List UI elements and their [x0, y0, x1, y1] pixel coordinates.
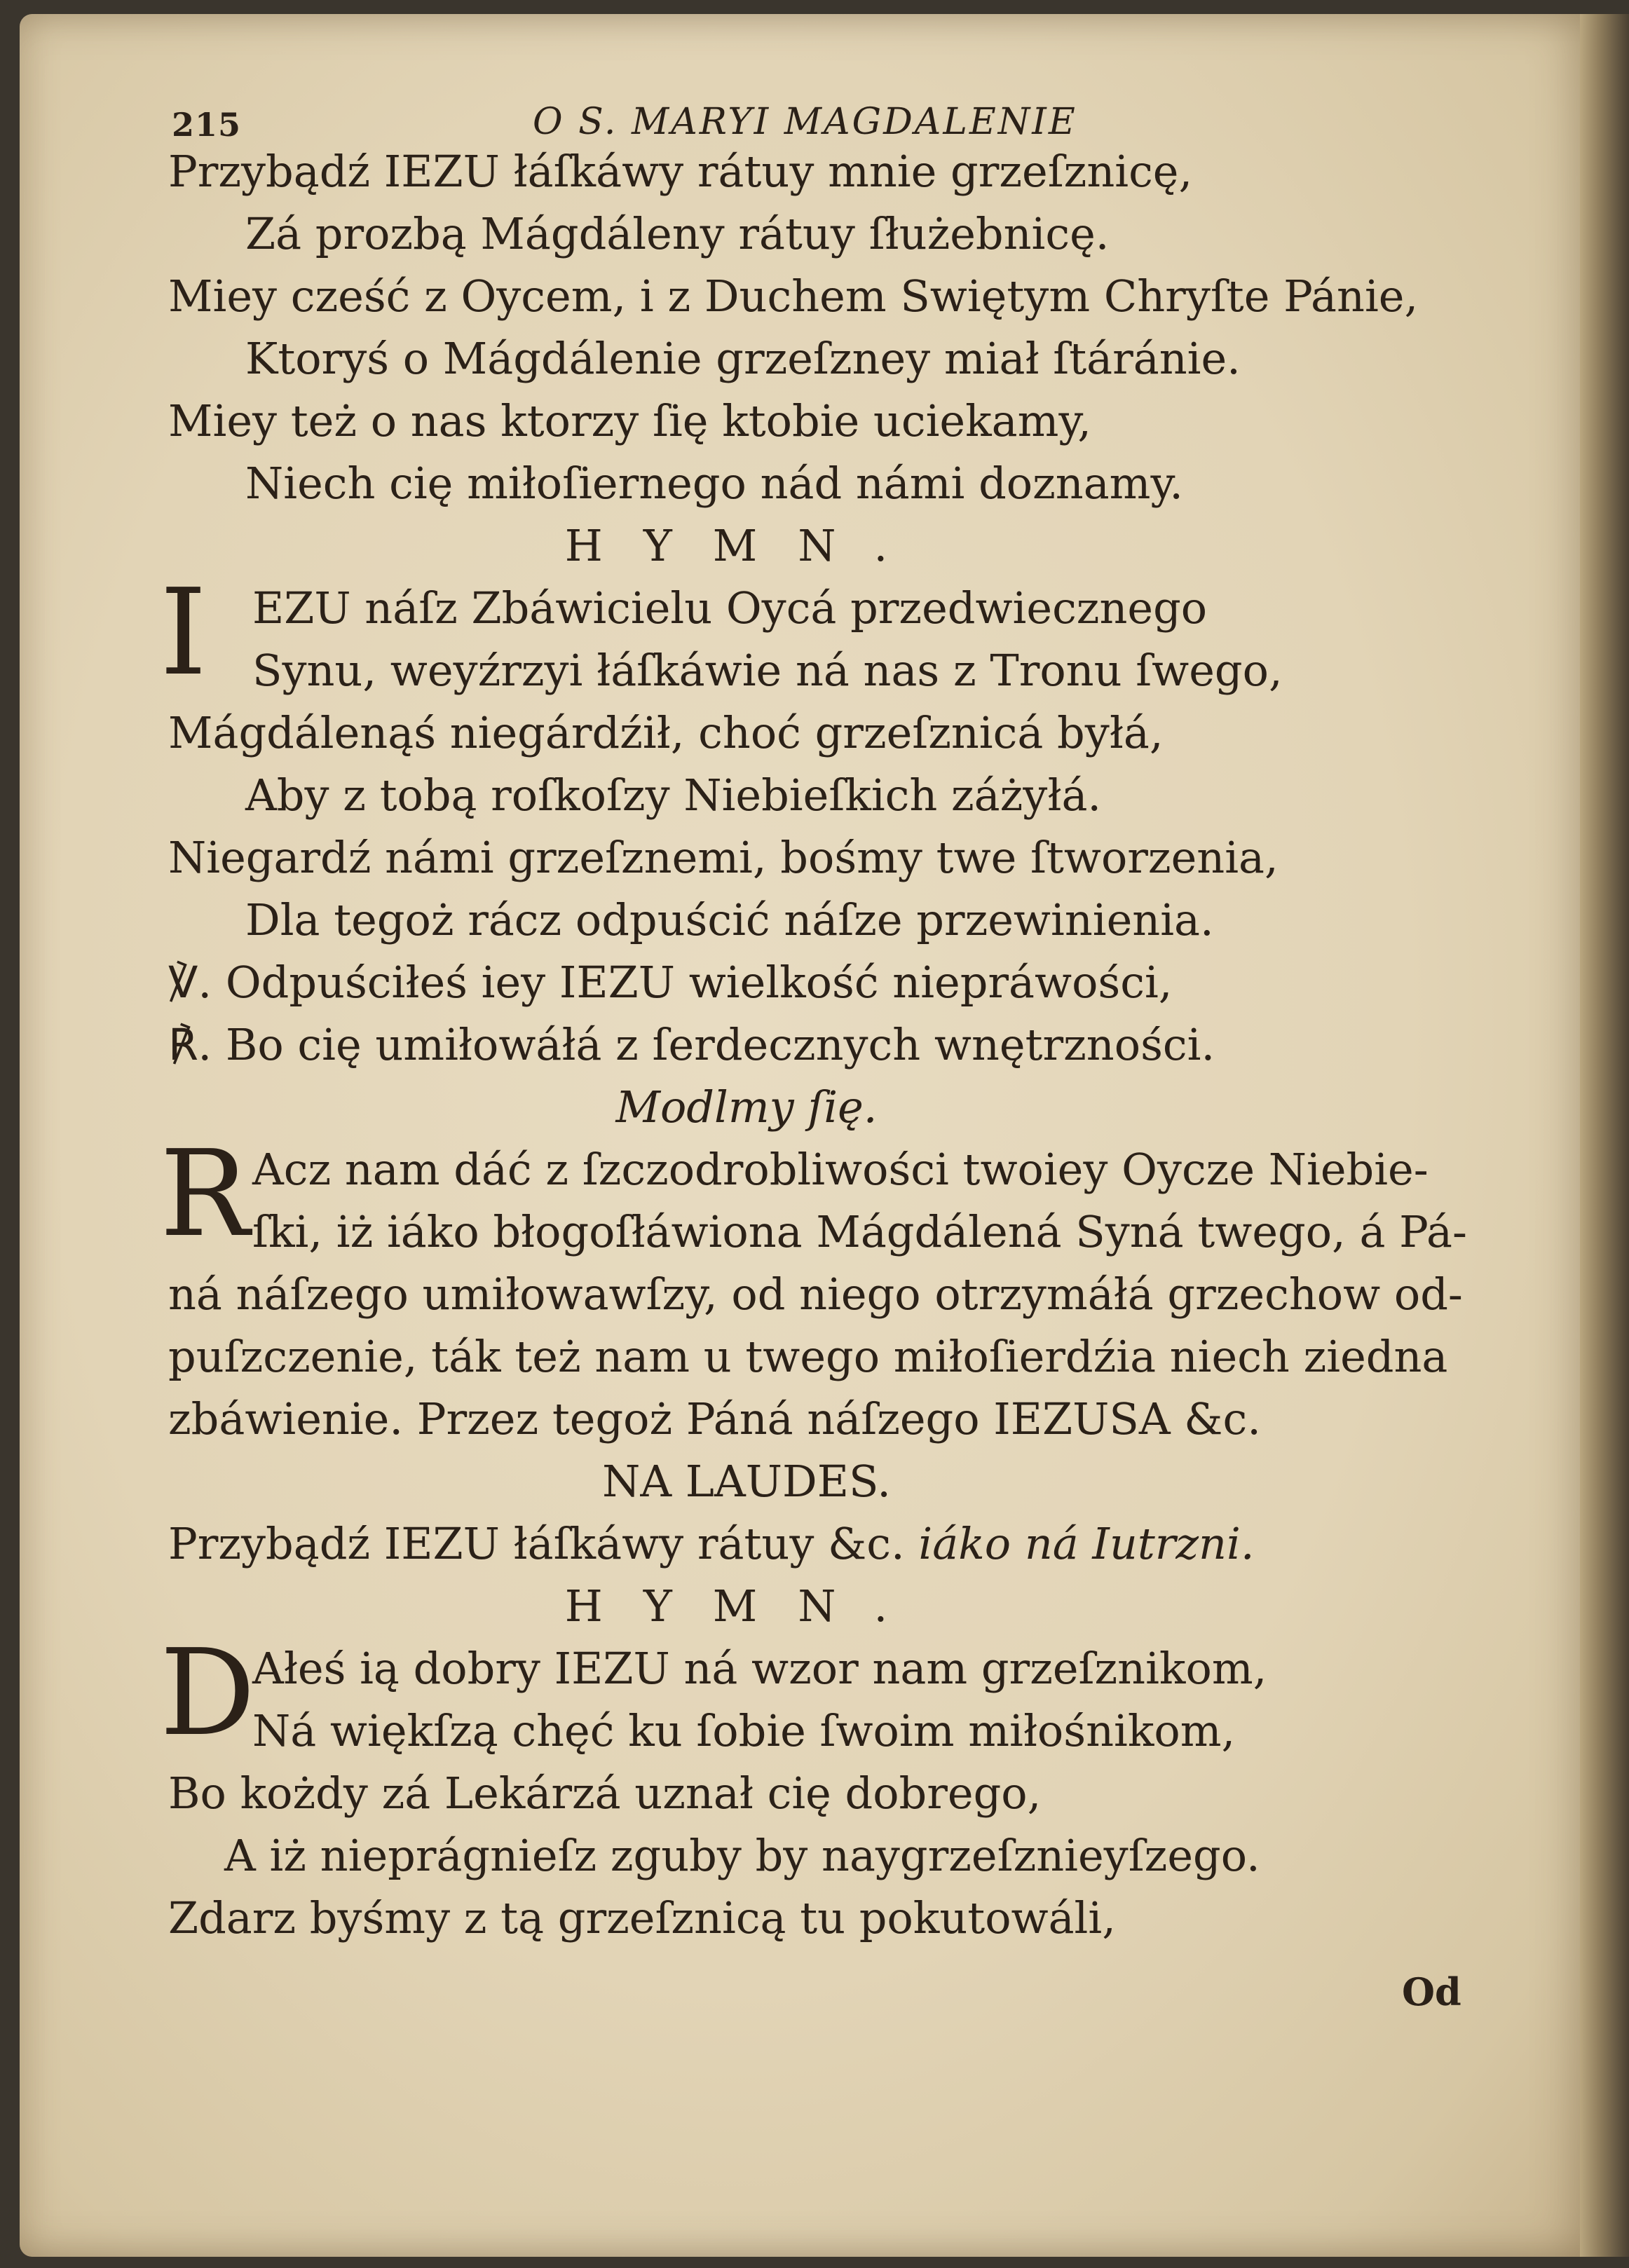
text-line: Ktoryś o Mágdálenie grzeſzney miał ſtáránie.	[245, 333, 1241, 384]
versicle: ℣. Odpuściłeś iey IEZU wielkość niepráwości,	[168, 957, 1173, 1008]
text-line: Ałeś ią dobry IEZU ná wzor nam grzeſznikom,	[252, 1643, 1267, 1694]
text-line: EZU náſz Zbáwicielu Oycá przedwiecznego	[252, 582, 1208, 634]
text-line: Niech cię miłoſiernego nád námi doznamy.	[245, 458, 1183, 509]
drop-cap: R	[160, 1125, 250, 1264]
page-header	[168, 84, 1535, 144]
page-text	[160, 84, 1535, 1949]
catchword: Od	[1402, 1969, 1461, 2014]
text-line: ſki, iż iáko błogoſłáwiona Mágdálená Syná twego, á Pá-	[252, 1206, 1467, 1257]
hymn-first-stanza	[160, 563, 1535, 702]
hymn-heading: HYMN.	[564, 520, 929, 571]
drop-cap: I	[160, 563, 207, 702]
text-line: A iż nieprágnieſz zguby by naygrzeſznieyſzego.	[224, 1830, 1260, 1881]
text-line: Synu, weyźrzyi łáſkáwie ná nas z Tronu ſwego,	[252, 645, 1283, 696]
text-line: Zdarz byśmy z tą grzeſznicą tu pokutowáli,	[168, 1892, 1116, 1943]
response: ℟. Bo cię umiłowáłá z ſerdecznych wnętrzności.	[168, 1019, 1215, 1070]
laudes-heading: NA LAUDES.	[602, 1456, 891, 1507]
prayer-block	[160, 1125, 1535, 1264]
text-line: Bo kożdy zá Lekárzá uznał cię dobrego,	[168, 1768, 1042, 1819]
text-line: Zá prozbą Mágdáleny rátuy ſłużebnicę.	[245, 208, 1110, 259]
text-line: Dla tegoż rácz odpuścić náſze przewinienia.	[245, 894, 1214, 945]
text-line: puſzczenie, ták też nam u twego miłoſierdźia niech ziedna	[168, 1331, 1448, 1382]
text-line: Mágdálenąś niegárdźił, choć grzeſznicá byłá,	[168, 707, 1164, 758]
laudes-note: iáko ná Iutrzni.	[918, 1518, 1255, 1569]
text-line: Ná więkſzą chęć ku ſobie ſwoim miłośnikom,	[252, 1705, 1236, 1756]
text-line: Miey też o nas ktorzy ſię ktobie uciekamy,	[168, 395, 1091, 446]
hymn-heading: HYMN.	[564, 1580, 929, 1632]
text-line: Przybądź IEZU łáſkáwy rátuy mnie grzeſznicę,	[168, 146, 1193, 197]
oremus-heading: Modlmy ſię.	[615, 1081, 878, 1133]
text-line: Acz nam dáć z ſzczodrobliwości twoiey Oycze Niebie-	[252, 1144, 1429, 1195]
page-edge	[1580, 14, 1629, 2257]
running-head: O S. MARYI MAGDALENIE	[533, 101, 1077, 143]
text-line: zbáwienie. Przez tegoż Páná náſzego IEZUSA &c.	[168, 1393, 1261, 1444]
text-line: Miey cześć z Oycem, i z Duchem Swiętym Chryſte Pánie,	[168, 271, 1419, 322]
laudes-text: Przybądź IEZU łáſkáwy rátuy &c.	[168, 1518, 905, 1569]
drop-cap: D	[160, 1624, 256, 1763]
hymn-second-stanza	[160, 1624, 1535, 1763]
laudes-line	[168, 1512, 1535, 1575]
page-number: 215	[172, 106, 242, 144]
text-line: Aby z tobą roſkoſzy Niebieſkich záżyłá.	[245, 770, 1102, 821]
text-line: Niegardź námi grzeſznemi, bośmy twe ſtworzenia,	[168, 832, 1279, 883]
text-line: ná náſzego umiłowawſzy, od niego otrzymáłá grzechow od-	[168, 1269, 1463, 1320]
